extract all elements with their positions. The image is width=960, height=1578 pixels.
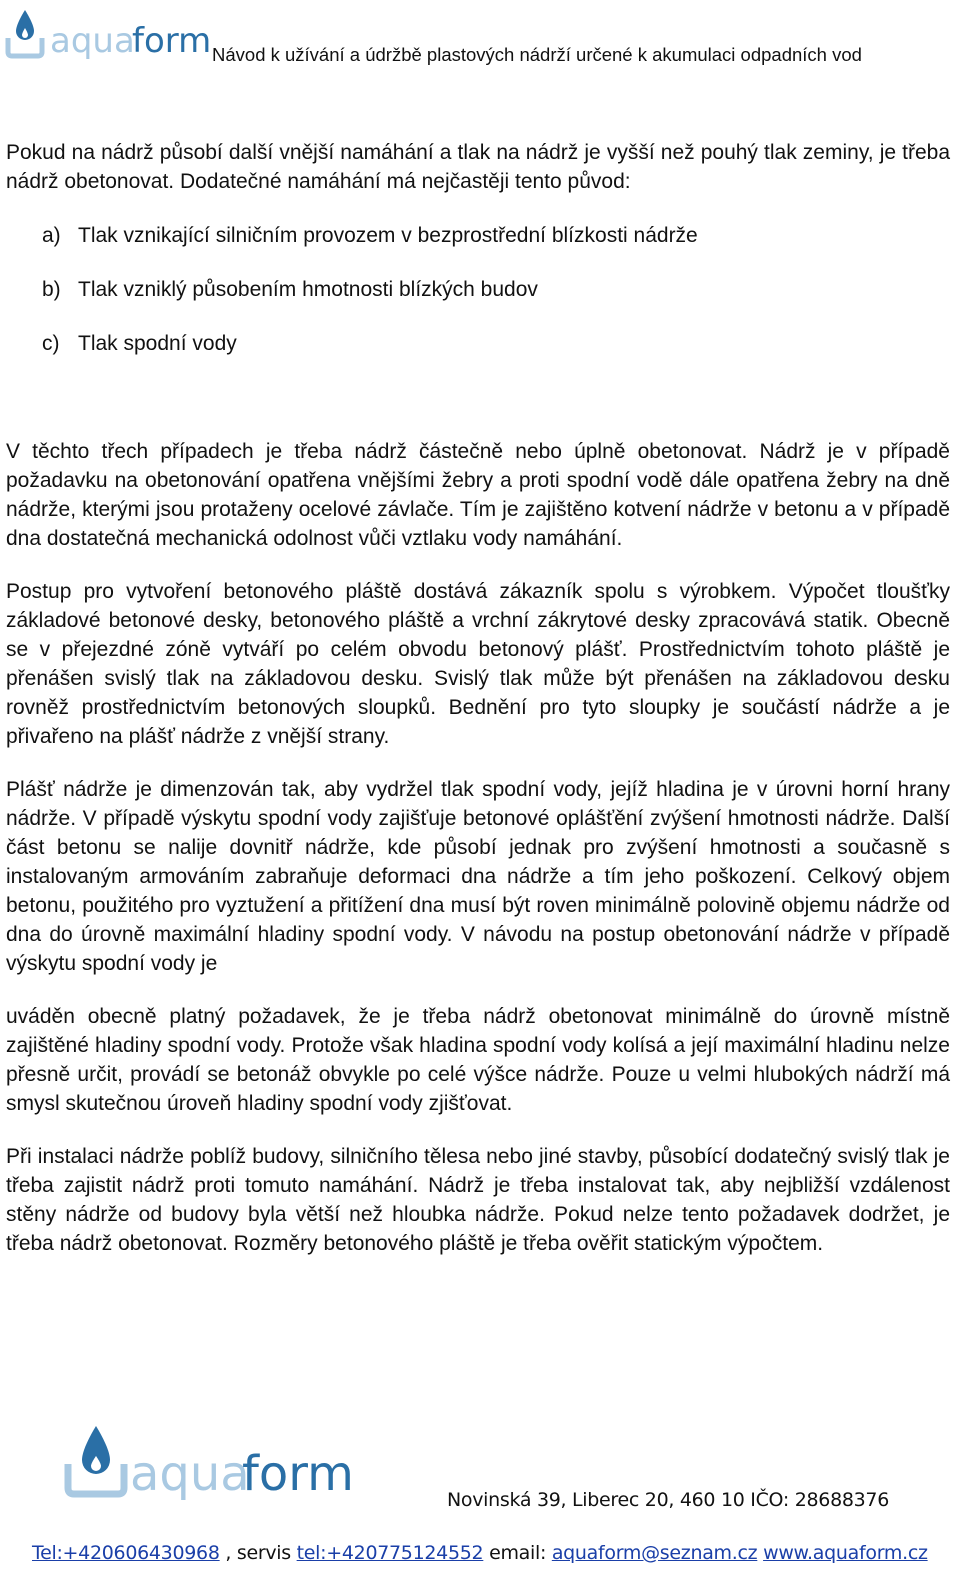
logo-aqua-text: aqua bbox=[50, 21, 135, 61]
intro-paragraph: Pokud na nádrž působí další vnější namáhání a tlak na nádrž je vyšší než pouhý tlak zeminy, je třeba nádrž obetonovat. Dodatečné namáhání má nejčastěji tento původ: bbox=[6, 141, 950, 193]
list-item-text: Tlak spodní vody bbox=[78, 332, 237, 355]
paragraph-installation: Při instalaci nádrže poblíž budovy, silničního tělesa nebo jiné stavby, působící dodatečný svislý tlak je třeba zajistit nádrž proti tomuto namáhání. Nádrž je třeba instalovat tak, aby nejbližší vzdálenost stěny nádrže od budovy byla větší než hloubka nádrže. Pokud nelze tento požadavek dodržet, je třeba nádrž obetonovat. Rozměry betonového pláště je třeba ověřit statickým výpočtem. bbox=[6, 1145, 950, 1255]
footer-logo-form-text: form bbox=[242, 1446, 354, 1502]
servis-label: , servis bbox=[219, 1542, 297, 1564]
list-marker: c) bbox=[42, 332, 60, 355]
list-item-text: Tlak vznikající silničním provozem v bezprostřední blízkosti nádrže bbox=[78, 224, 698, 247]
document-title: Návod k užívání a údržbě plastových nádrží určené k akumulaci odpadních vod bbox=[212, 44, 862, 65]
list-item-text: Tlak vzniklý působením hmotnosti blízkých budov bbox=[78, 278, 538, 301]
list-marker: a) bbox=[42, 224, 61, 247]
paragraph-procedure: Postup pro vytvoření betonového pláště dostává zákazník spolu s výrobkem. Výpočet tloušťky základové betonové desky, betonového pláště a vrchní zákrytové desky zpracovává statik. Obecně se v přejezdné zóně vytváří po celém obvodu betonový plášť. Prostřednictvím tohoto pláště je přenášen svislý tlak na základovou desku. Svislý tlak může být přenášen na základovou desku rovněž prostřednictvím betonových sloupků. Bednění pro tyto sloupky je součástí nádrže a je přivařeno na plášť nádrže z vnější strany. bbox=[6, 580, 950, 748]
footer-logo-aqua-text: aqua bbox=[130, 1446, 250, 1502]
servis-phone-link[interactable]: tel:+420775124552 bbox=[296, 1542, 484, 1564]
document-body bbox=[6, 138, 950, 1258]
footer-aquaform-logo bbox=[64, 1420, 354, 1512]
company-address: Novinská 39, Liberec 20, 460 10 IČO: 28688376 bbox=[447, 1489, 890, 1511]
paragraph-requirement: uváděn obecně platný požadavek, že je třeba nádrž obetonovat minimálně do úrovně místně zajištěné hladiny spodní vody. Protože však hladina spodní vody kolísá a její maximální hladinu nelze přesně určit, provádí se betonáž obvykle po celé výšce nádrže. Pouze u velmi hlubokých nádrží má smysl skutečnou úroveň hladiny spodní vody zjišťovat. bbox=[6, 1005, 950, 1115]
cause-list bbox=[6, 221, 950, 358]
list-marker: b) bbox=[42, 278, 61, 301]
email-link[interactable]: aquaform@seznam.cz bbox=[551, 1542, 758, 1564]
aquaform-logo bbox=[4, 4, 212, 64]
contact-line bbox=[32, 1542, 928, 1564]
paragraph-groundwater: Plášť nádrže je dimenzován tak, aby vydržel tlak spodní vody, jejíž hladina je v úrovni horní hrany nádrže. V případě výskytu spodní vody zajišťuje betonové oplášťění zvýšení hmotnosti nádrže. Další část betonu se nalije dovnitř nádrže, kde působí jednak pro zvýšení hmotnosti a současně s instalovaným armováním zabraňuje deformaci dna nádrže a tím jeho poškození. Celkový objem betonu, použitého pro vyztužení a přitížení dna musí být roven minimálně polovině objemu nádrže od dna do úrovně maximální hladiny spodní vody. V návodu na postup obetonování nádrže v případě výskytu spodní vody je bbox=[6, 778, 950, 975]
email-label: email: bbox=[483, 1542, 552, 1564]
paragraph-ribs: V těchto třech případech je třeba nádrž částečně nebo úplně obetonovat. Nádrž je v případě požadavku na obetonování opatřena vnějšími žebry a proti spodní vodě dále opatřena žebry na dně nádrže, kterými jsou protaženy ocelové závlače. Tím je zajištěno kotvení nádrže v betonu a v případě dna dostatečná mechanická odolnost vůči vztlaku vody namáhání. bbox=[6, 440, 950, 550]
logo-form-text: form bbox=[132, 21, 212, 61]
list-item bbox=[6, 275, 950, 304]
phone-link[interactable]: Tel:+420606430968 bbox=[32, 1542, 220, 1564]
website-link[interactable]: www.aquaform.cz bbox=[763, 1542, 928, 1564]
page-header bbox=[0, 0, 960, 80]
list-item bbox=[6, 329, 950, 358]
list-item bbox=[6, 221, 950, 250]
